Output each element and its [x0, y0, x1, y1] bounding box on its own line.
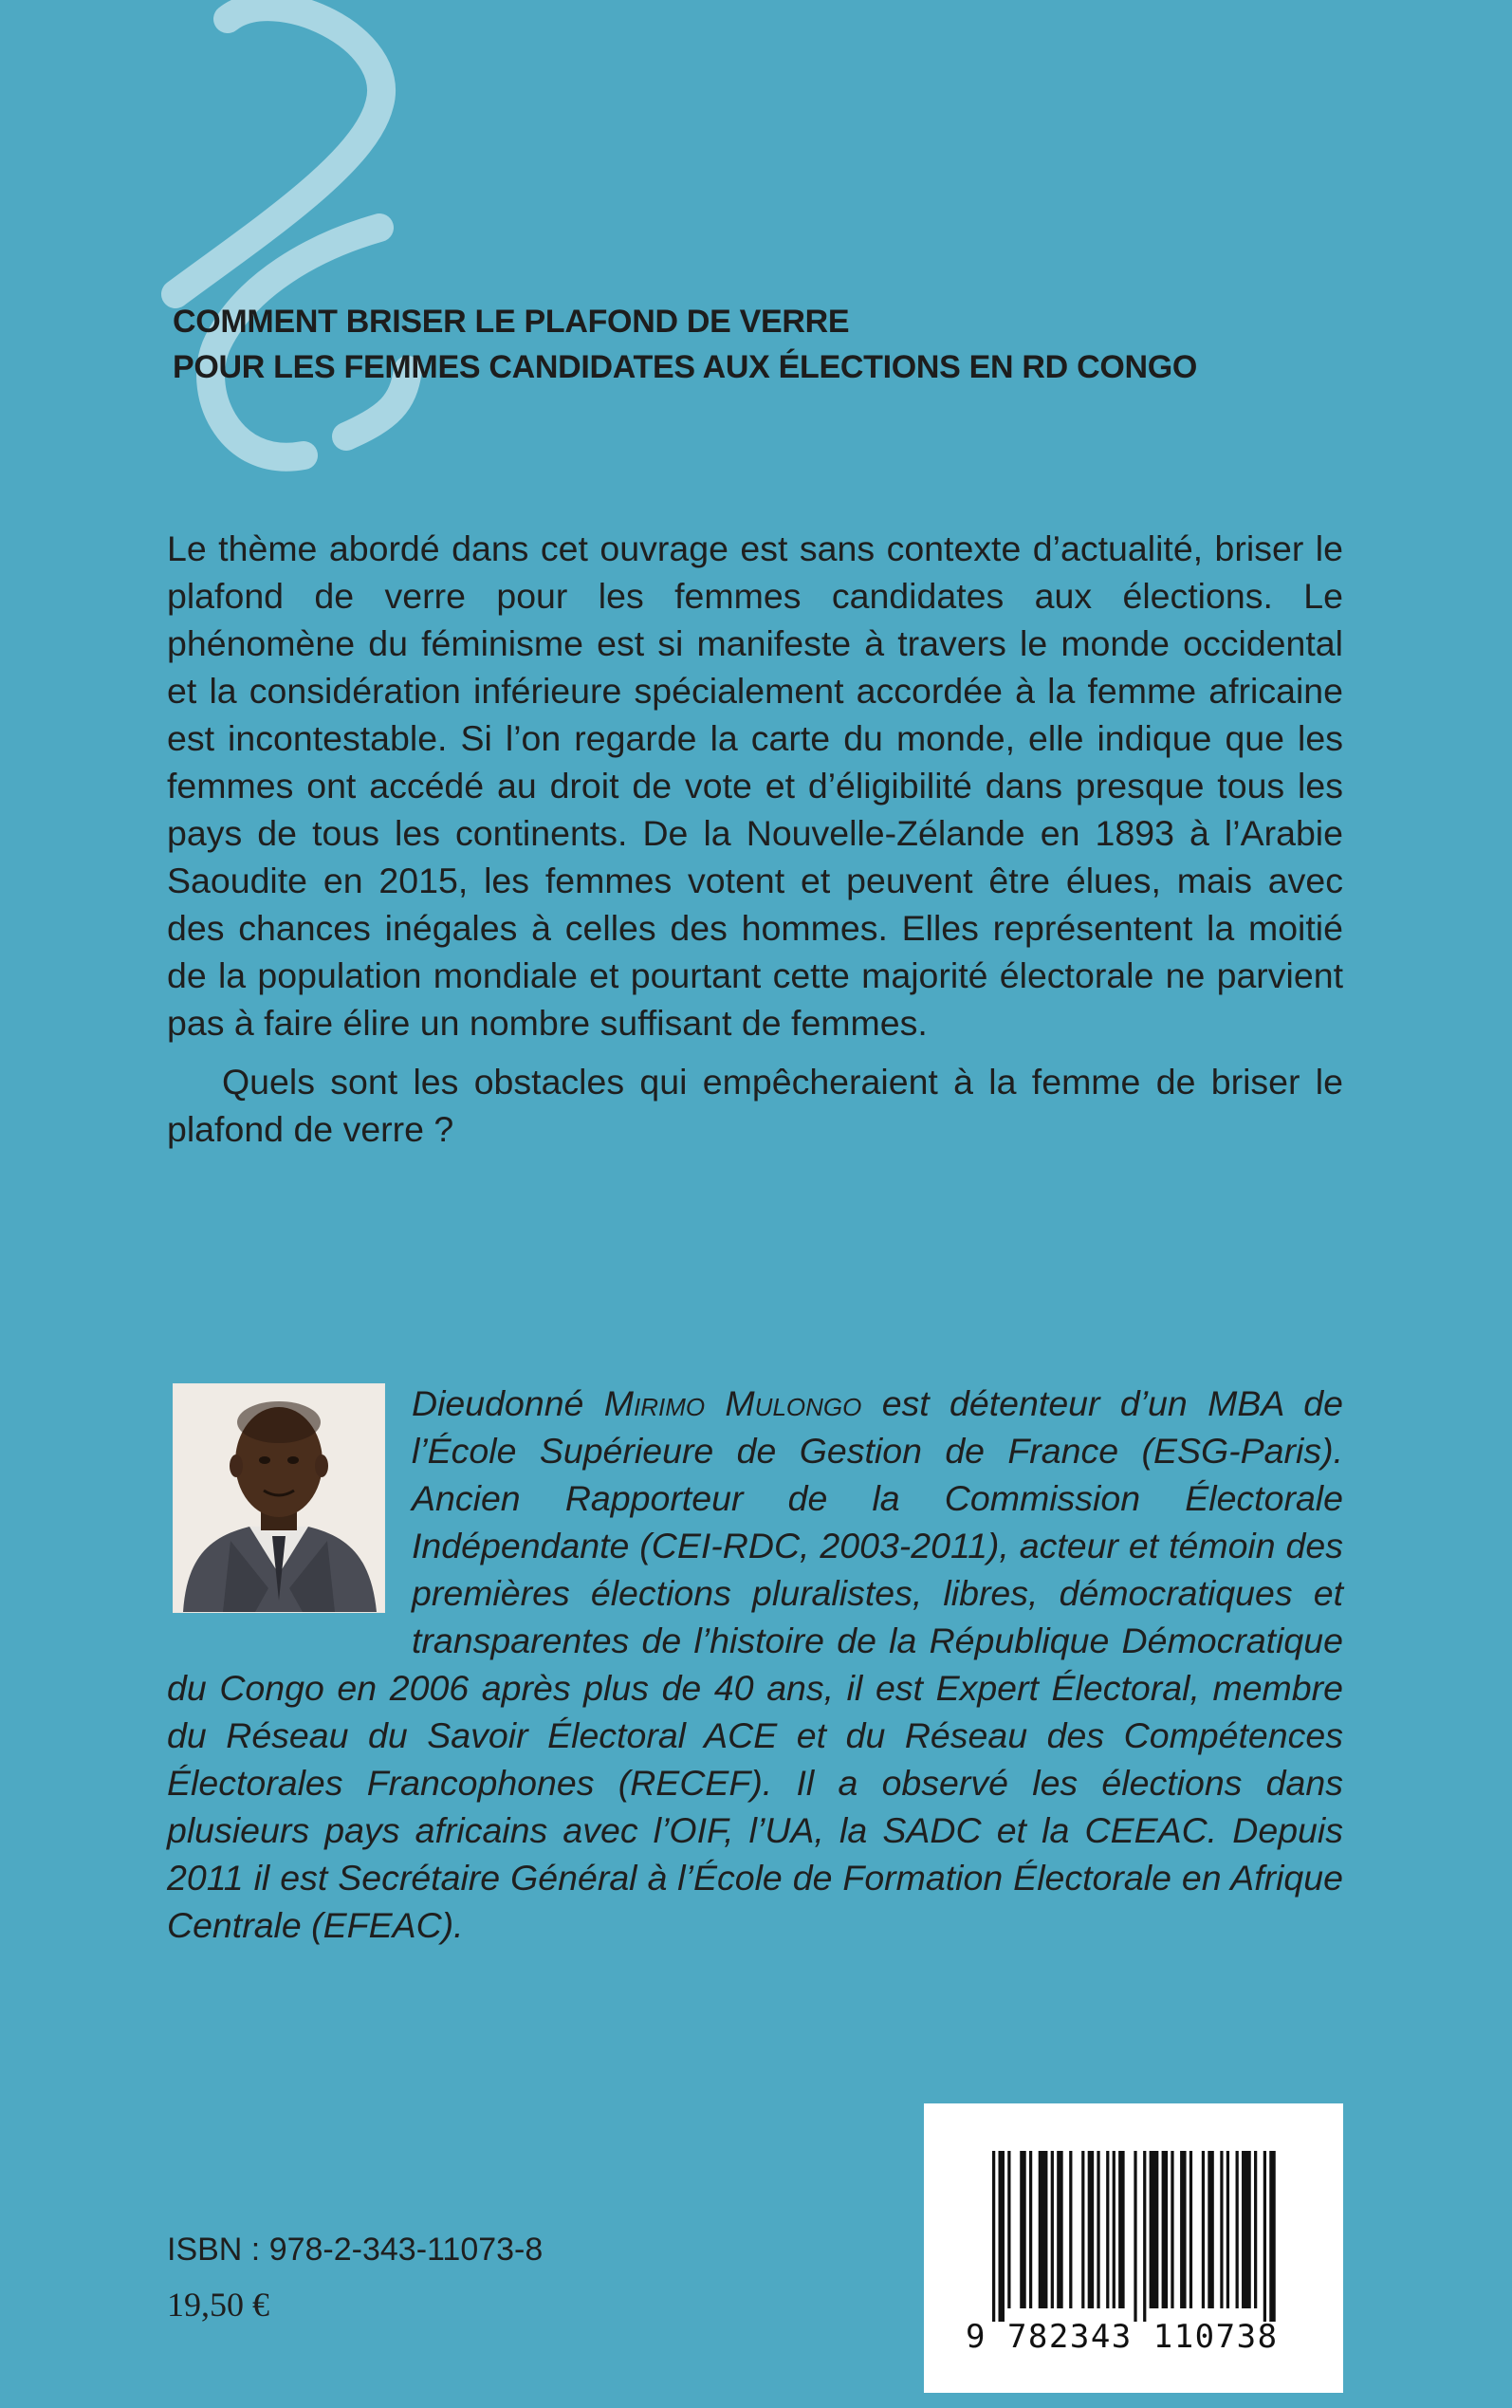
isbn-label: ISBN : 978-2-343-11073-8: [167, 2232, 544, 2268]
title-line-2: POUR LES FEMMES CANDIDATES AUX ÉLECTIONS EN RD CONGO: [173, 349, 1198, 385]
barcode-bar: [998, 2151, 1004, 2322]
barcode-bar: [1039, 2151, 1048, 2308]
publisher-logo-icon: [152, 0, 455, 531]
barcode-bar: [1242, 2151, 1251, 2308]
book-title: [173, 299, 1368, 390]
barcode-panel: [924, 2103, 1343, 2393]
summary-paragraph-2: Quels sont les obstacles qui empêcheraient à la femme de briser le plafond de verre ?: [167, 1062, 1343, 1149]
barcode-bar: [1263, 2151, 1266, 2322]
barcode-bar: [1134, 2151, 1136, 2322]
barcode-bar: [1143, 2151, 1146, 2322]
barcode-bar: [1113, 2151, 1116, 2308]
barcode-bar: [1051, 2151, 1054, 2308]
book-summary: [167, 525, 1343, 1153]
barcode-bar: [1057, 2151, 1062, 2308]
barcode-icon: [992, 2151, 1279, 2322]
author-bio: [167, 1380, 1343, 1949]
barcode-bar: [1150, 2151, 1159, 2308]
barcode-bar: [1189, 2151, 1192, 2308]
barcode-bar: [1180, 2151, 1186, 2308]
author-first-name: Dieudonné: [412, 1383, 584, 1423]
barcode-bar: [1236, 2151, 1239, 2308]
barcode-bar: [1020, 2151, 1025, 2308]
author-photo: [173, 1383, 385, 1613]
barcode-bar: [1254, 2151, 1257, 2308]
barcode-bar: [1171, 2151, 1173, 2308]
barcode-bar: [1088, 2151, 1094, 2308]
barcode-digits: 9 782343 110738: [966, 2318, 1279, 2356]
barcode-bar: [1226, 2151, 1229, 2308]
price-label: 19,50 €: [167, 2286, 269, 2324]
barcode-bar: [1269, 2151, 1275, 2322]
barcode-bar: [1118, 2151, 1124, 2308]
barcode-bar: [1202, 2151, 1205, 2308]
barcode-bar: [1069, 2151, 1072, 2308]
title-line-1: COMMENT BRISER LE PLAFOND DE VERRE: [173, 304, 850, 340]
barcode-bar: [1208, 2151, 1213, 2308]
summary-paragraph-1: Le thème abordé dans cet ouvrage est sans contexte d’actualité, briser le plafond de verre pour les femmes candidates aux élections. Le phénomène du féminisme est si manifeste à travers le monde occidental et la considération inférieure spécialement accordée à la femme africaine est incontestable. Si l’on regarde la carte du monde, elle indique que les femmes ont accédé au droit de vote et d’éligibilité dans presque tous les pays de tous les continents. De la Nouvelle-Zélande en 1893 à l’Arabie Saoudite en 2015, les femmes votent et peuvent être élues, mais avec des chances inégales à celles des hommes. Elles représentent la moitié de la population mondiale et pourtant cette majorité électorale ne parvient pas à faire élire un nombre suffisant de femmes.: [167, 528, 1343, 1043]
barcode-bar: [992, 2151, 995, 2322]
barcode-bar: [1106, 2151, 1109, 2308]
barcode-bar: [1220, 2151, 1223, 2308]
barcode-bar: [1162, 2151, 1168, 2308]
barcode-bar: [1081, 2151, 1084, 2308]
barcode-bar: [1029, 2151, 1032, 2308]
barcode-bar: [1007, 2151, 1010, 2308]
author-bio-text: est détenteur d’un MBA de l’École Supérieure de Gestion de France (ESG-Paris). Ancien Rapporteur de la Commission Électorale Indépendante (CEI-RDC, 2003-2011), acteur et témoin des premières élections pluralistes, libres, démocratiques et transparentes de l’histoire de la République Démocratique du Congo en 2006 après plus de 40 ans, il est Expert Électoral, membre du Réseau du Savoir Électoral ACE et du Réseau des Compétences Électorales Francophones (RECEF). Il a observé les élections dans plusieurs pays africains avec l’OIF, l’UA, la SADC et la CEEAC. Depuis 2011 il est Secrétaire Général à l’École de Formation Électorale en Afrique Centrale (EFEAC).: [167, 1383, 1344, 1945]
author-last-name: Mirimo Mulongo: [603, 1383, 862, 1423]
barcode-bar: [1097, 2151, 1099, 2308]
